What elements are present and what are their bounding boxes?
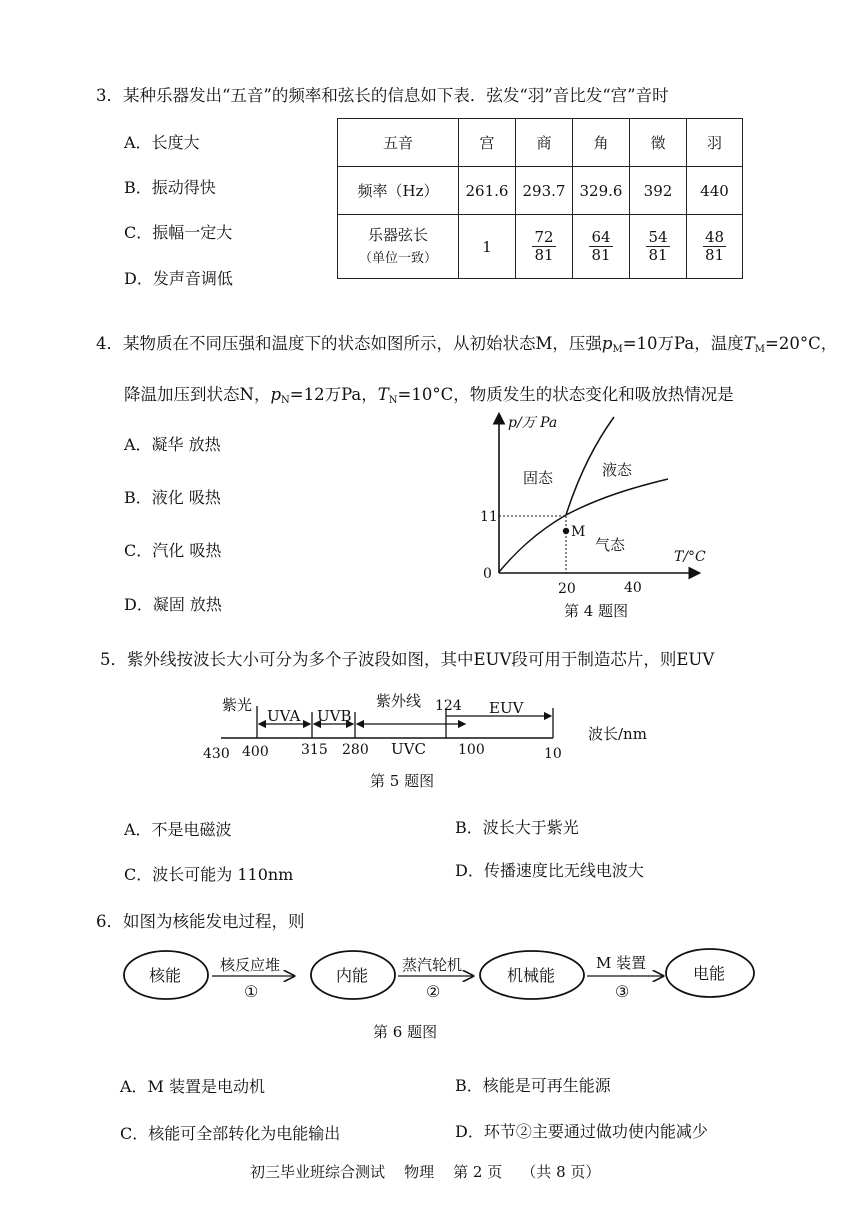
q4-line2-a: 降温加压到状态N， [124, 385, 271, 404]
q3-stem: 3．某种乐器发出“五音”的频率和弦长的信息如下表．弦发“羽”音比发“宫”音时 [96, 86, 669, 105]
boiling-curve [566, 479, 668, 515]
fraction [646, 229, 669, 265]
q6-option-d: D．环节②主要通过做功使内能减少 [455, 1122, 708, 1141]
q4-stem-line2 [124, 381, 734, 406]
var-t: T [743, 334, 755, 353]
region-solid: 固态 [523, 469, 554, 487]
label-uvc: UVC [391, 740, 426, 758]
fraction [589, 229, 612, 265]
point-m-label: M [571, 524, 586, 540]
tick-label: 100 [458, 742, 485, 758]
denominator: 81 [534, 246, 554, 264]
freq-cell: 440 [687, 167, 743, 215]
x-tick-label: 20 [558, 581, 576, 597]
q6-option-c: C．核能可全部转化为电能输出 [120, 1124, 341, 1143]
length-cell [573, 215, 630, 279]
header-cell: 徵 [630, 119, 687, 167]
freq-label: 频率（Hz） [338, 167, 459, 215]
phase-diagram [470, 405, 720, 625]
q5-option-c: C．波长可能为 110nm [124, 865, 294, 884]
tick-label: 10 [544, 746, 562, 762]
header-cell: 角 [573, 119, 630, 167]
q5-option-b: B．波长大于紫光 [455, 818, 579, 837]
step-label: 核反应堆 [220, 956, 281, 974]
header-cell: 商 [516, 119, 573, 167]
q4-line2-c: =10°C，物质发生的状态变化和吸放热情况是 [397, 385, 734, 404]
point-m [563, 528, 569, 534]
q4-stem-c: =20°C， [765, 334, 838, 353]
numerator: 48 [704, 227, 725, 246]
freq-cell: 293.7 [516, 167, 573, 215]
header-cell: 羽 [687, 119, 743, 167]
q4-option-a: A．凝华 放热 [124, 435, 221, 454]
sub-n: N [281, 395, 290, 406]
label-violet: 紫光 [222, 696, 253, 714]
tone-table [337, 118, 743, 279]
tick-label: 280 [342, 742, 369, 758]
q3-option-b: B．振动得快 [124, 178, 216, 197]
q4-stem-a: 4．某物质在不同压强和温度下的状态如图所示，从初始状态M，压强 [96, 334, 602, 353]
figure-caption: 第 6 题图 [373, 1023, 438, 1041]
q3-option-a: A．长度大 [124, 133, 200, 152]
sub-m: M [754, 344, 766, 355]
step-label: M 装置 [596, 954, 647, 972]
energy-flow-diagram [118, 945, 768, 1050]
q6-option-b: B．核能是可再生能源 [455, 1076, 611, 1095]
tick-label: 315 [301, 742, 328, 758]
var-t: T [377, 385, 389, 404]
length-label-line1: 乐器弦长 [367, 225, 428, 244]
label-uvb: UVB [317, 707, 352, 725]
region-gas: 气态 [595, 536, 626, 554]
length-cell [687, 215, 743, 279]
q4-option-b: B．液化 吸热 [124, 488, 221, 507]
sub-n: N [388, 395, 398, 406]
region-liquid: 液态 [602, 461, 633, 479]
sub-m: M [612, 344, 623, 355]
header-cell: 宫 [459, 119, 516, 167]
label-uva: UVA [267, 707, 301, 725]
x-tick-label: 40 [624, 580, 642, 596]
q5-option-d: D．传播速度比无线电波大 [455, 861, 644, 880]
figure-caption: 第 5 题图 [370, 772, 435, 790]
length-label [338, 215, 459, 279]
length-cell [630, 215, 687, 279]
step-mark: ① [244, 982, 259, 1001]
label-124: 124 [435, 698, 462, 714]
freq-cell: 261.6 [459, 167, 516, 215]
header-cell: 五音 [338, 119, 459, 167]
step-mark: ③ [615, 982, 630, 1001]
unit-label: 波长/nm [588, 725, 647, 743]
label-euv: EUV [489, 699, 524, 717]
q3-option-d: D．发声音调低 [124, 269, 233, 288]
q4-line2-b: =12万Pa， [289, 385, 378, 404]
q5-option-a: A．不是电磁波 [124, 820, 232, 839]
label-ultraviolet: 紫外线 [376, 692, 422, 710]
tick-label: 400 [242, 744, 269, 760]
x-axis-label: T/°C [674, 549, 706, 565]
step-label: 蒸汽轮机 [402, 956, 463, 974]
q4-option-c: C．汽化 吸热 [124, 541, 222, 560]
q4-option-d: D．凝固 放热 [124, 595, 222, 614]
denominator: 81 [648, 246, 668, 264]
q4-stem [96, 330, 837, 355]
gas-curve [499, 515, 566, 572]
y-axis-label: p/万 Pa [508, 415, 558, 431]
freq-cell: 392 [630, 167, 687, 215]
figure-caption: 第 4 题图 [564, 602, 629, 620]
var-p: p [270, 385, 281, 404]
q6-stem: 6．如图为核能发电过程，则 [96, 912, 305, 931]
step-mark: ② [426, 982, 441, 1001]
q5-stem: 5．紫外线按波长大小可分为多个子波段如图，其中EUV段可用于制造芯片，则EUV [100, 650, 715, 669]
page-footer: 初三毕业班综合测试 物理 第 2 页 （共 8 页） [250, 1163, 601, 1181]
q6-option-a: A．M 装置是电动机 [120, 1077, 266, 1096]
length-label-line2: （单位一致） [358, 251, 437, 267]
fraction [703, 229, 726, 265]
numerator: 72 [534, 227, 554, 246]
y-tick-label: 11 [480, 509, 498, 525]
length-cell [516, 215, 573, 279]
q3-option-c: C．振幅一定大 [124, 223, 233, 242]
q4-stem-b: =10万Pa，温度 [622, 334, 744, 353]
node-label: 机械能 [507, 966, 556, 985]
tick-label: 430 [203, 746, 230, 762]
fraction [532, 229, 555, 265]
denominator: 81 [704, 246, 725, 264]
node-label: 内能 [336, 966, 369, 985]
length-cell: 1 [459, 215, 516, 279]
origin-label: 0 [483, 566, 492, 582]
node-label: 核能 [149, 966, 182, 985]
numerator: 64 [591, 227, 611, 246]
freq-cell: 329.6 [573, 167, 630, 215]
uv-band-diagram [195, 686, 665, 796]
node-label: 电能 [693, 964, 726, 983]
numerator: 54 [648, 227, 668, 246]
denominator: 81 [591, 246, 611, 264]
var-p: p [601, 334, 613, 353]
